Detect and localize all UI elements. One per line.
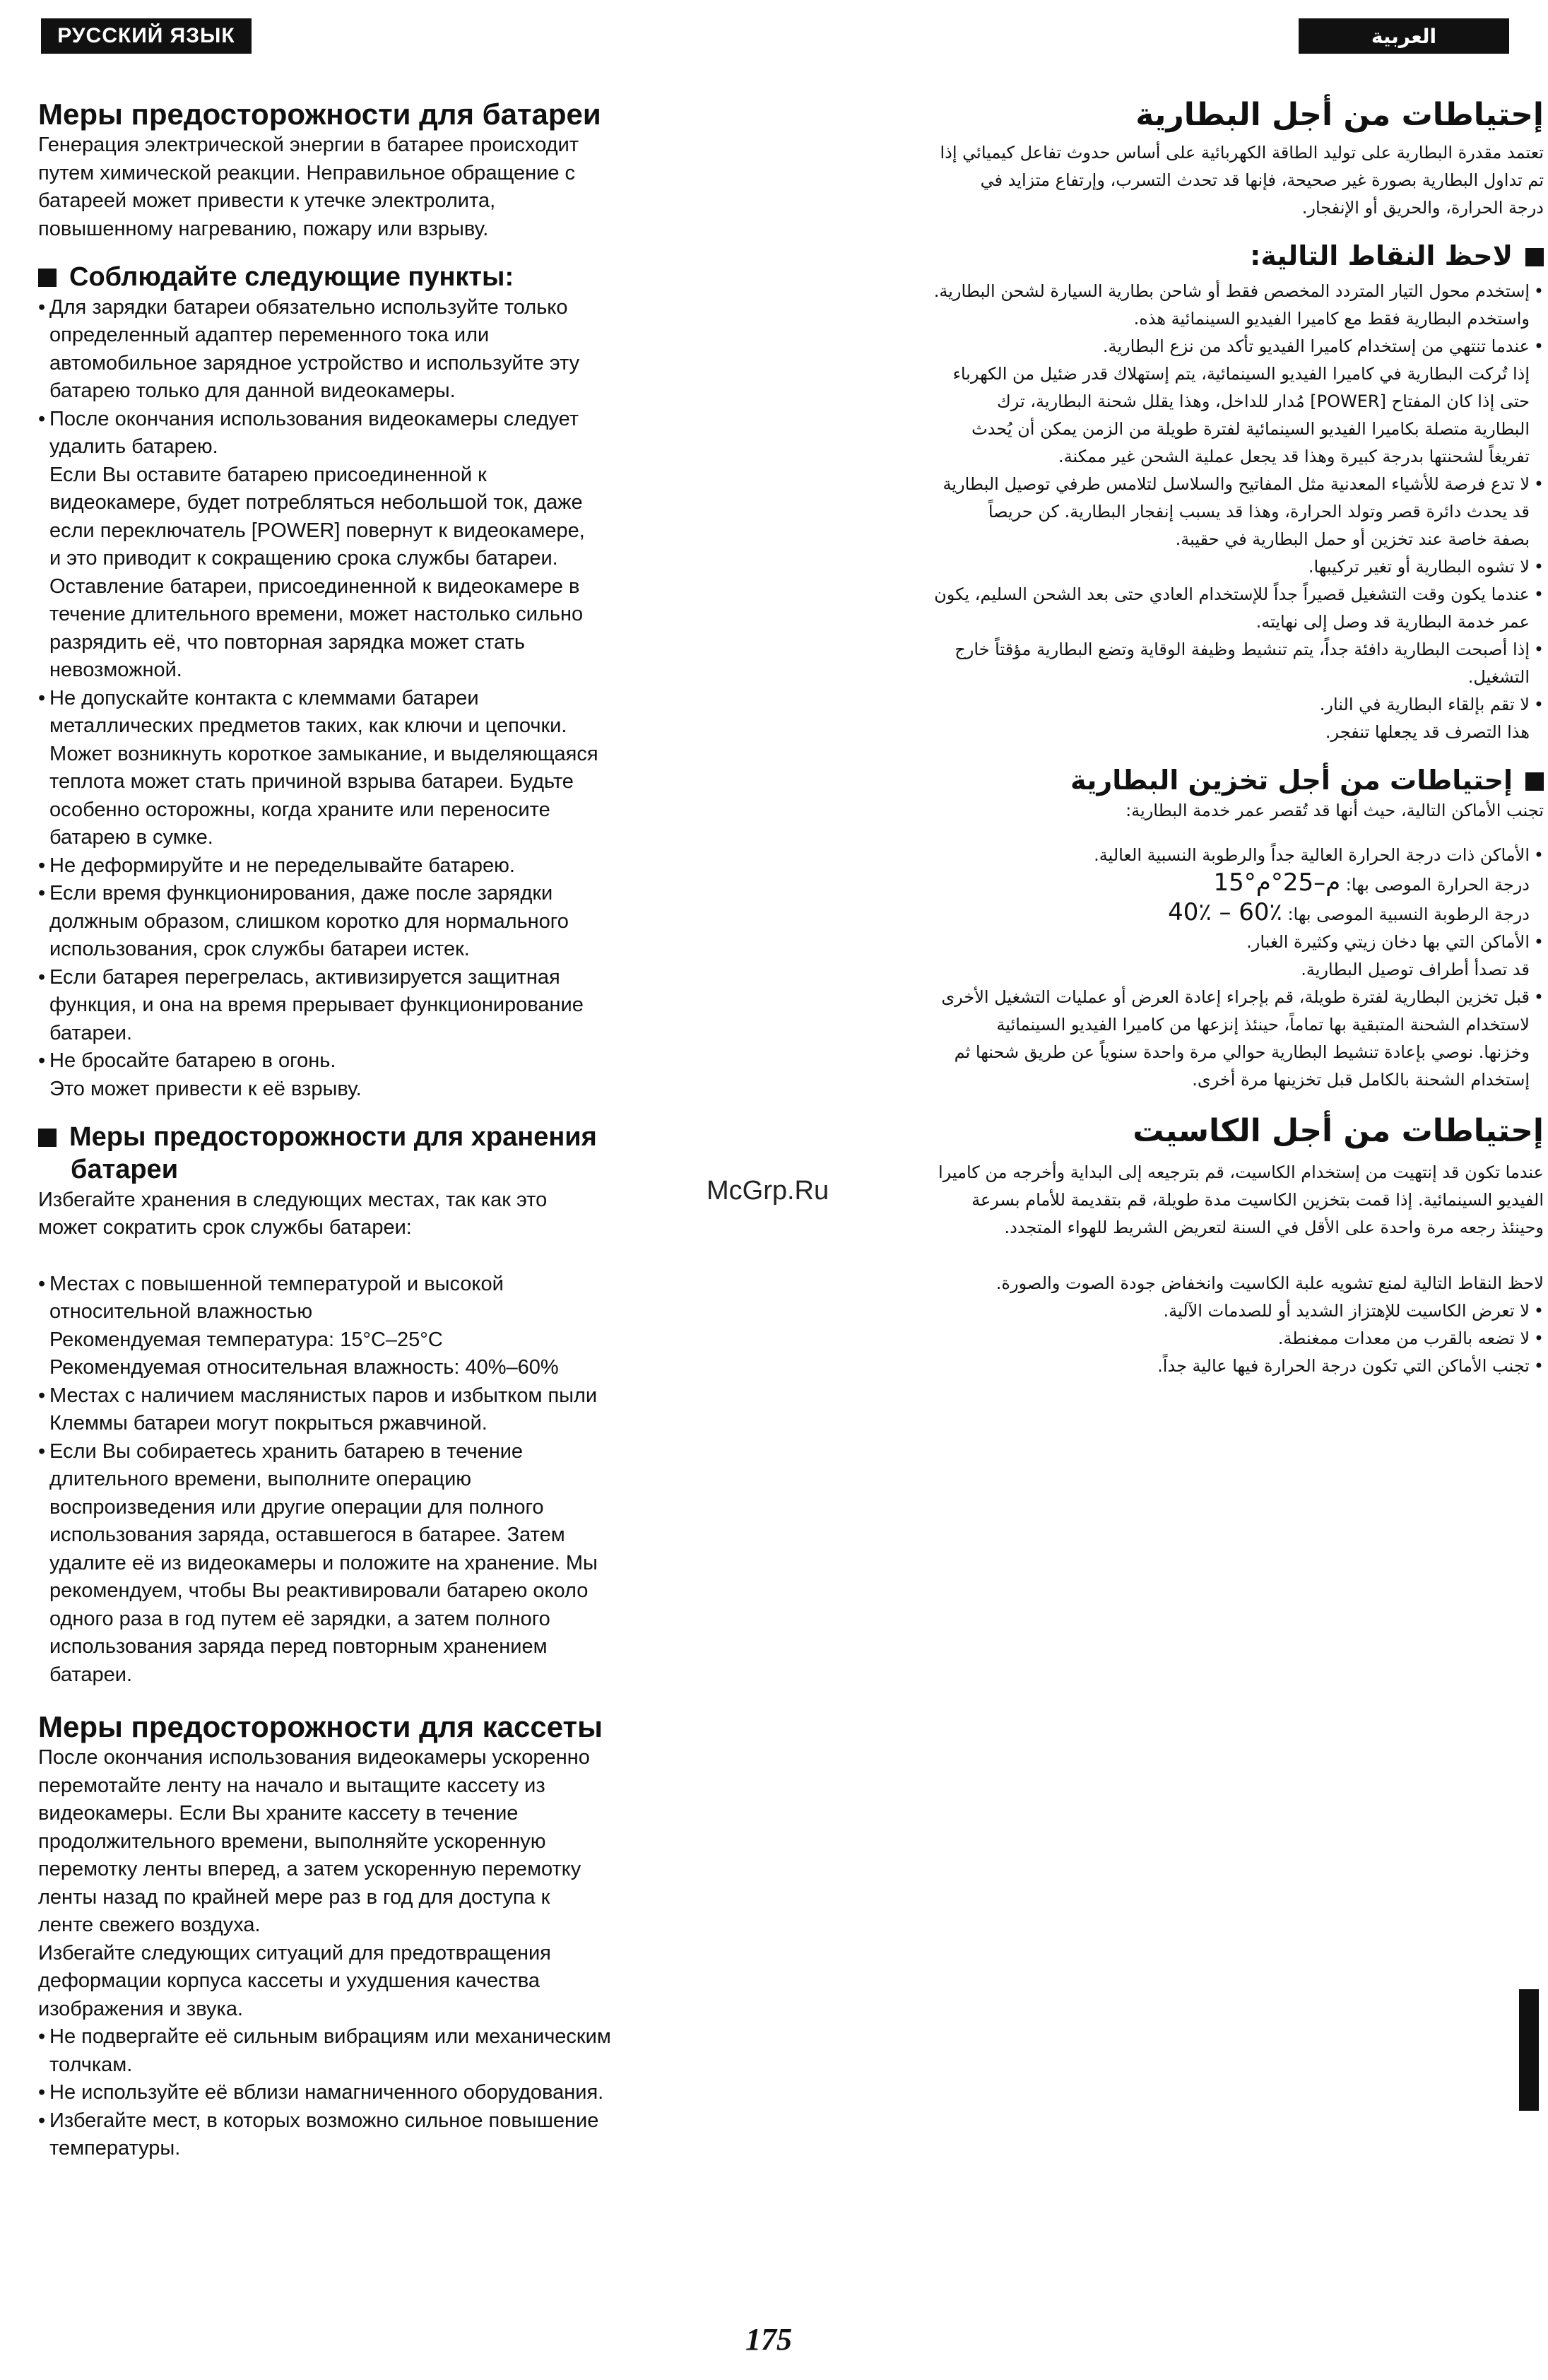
arabic-column [823, 98, 1544, 1380]
storage-list-ar [823, 842, 1544, 1094]
list-item [38, 852, 716, 880]
humidity-label-ar: درجة الرطوبة النسبية الموصى بها: [1287, 904, 1530, 924]
list-item [38, 1438, 716, 1690]
list-item [823, 333, 1544, 471]
storage-heading-line1: Меры предосторожности для хранения [69, 1122, 597, 1153]
square-bullet-icon [1525, 772, 1544, 791]
list-item-line: عندما تنتهي من إستخدام كاميرا الفيديو تأكد من نزع البطارية. [1102, 336, 1530, 357]
list-item-line: Рекомендуемая температура: 15°C–25°C [49, 1328, 443, 1351]
battery-intro-ar [823, 139, 1544, 222]
list-item-line: لا تشوه البطارية أو تغير تركيبها. [1308, 557, 1530, 577]
battery-list-ar [823, 278, 1544, 746]
list-item-line: батареи. [49, 1663, 133, 1686]
list-item-line: удалите её из видеокамеры и положите на хранение. Мы [49, 1551, 598, 1574]
text-line: درجة الحرارة، والحريق أو الإنفجار. [1301, 197, 1544, 218]
text-line: وحينئذ رجعه مرة واحدة على الأقل في السنة لتعريض الشريط للهواء المتجدد. [1004, 1218, 1544, 1238]
battery-title-ru: Меры предосторожности для батареи [38, 98, 601, 131]
list-item-line: واستخدم البطارية فقط مع كاميرا الفيديو السينمائية هذه. [1133, 309, 1530, 329]
list-item-line: Для зарядки батареи обязательно используйте только [49, 295, 568, 319]
list-item-line: Рекомендуемая относительная влажность: 40%–60% [49, 1356, 559, 1379]
cassette-note-ar: لاحظ النقاط التالية لمنع تشويه علبة الكاسيت وانخفاض جودة الصوت والصورة. [995, 1273, 1544, 1294]
language-tab-arabic: العربية [1299, 18, 1509, 54]
list-item [823, 471, 1544, 553]
list-item-line: автомобильное зарядное устройство и используйте эту [49, 351, 580, 375]
text-line: إستخدام الشحنة بالكامل قبل تخزينها مرة أخرى. [1192, 1069, 1530, 1090]
storage-intro-ar: تجنب الأماكن التالية، حيث أنها قد تُقصر عمر خدمة البطارية: [1125, 800, 1544, 820]
list-item-line: لا تقم بإلقاء البطارية في النار. [1319, 695, 1530, 715]
storage-heading-line2: батареи [71, 1154, 179, 1184]
observe-heading-text: Соблюдайте следующие пункты: [69, 262, 514, 293]
page-number: 175 [745, 2322, 792, 2357]
storage-item-text [1246, 932, 1530, 979]
list-item-line: البطارية متصلة بكاميرا الفيديو السينمائية لفترة طويلة من الزمن يمكن أن يُحدث [971, 419, 1530, 440]
list-item-line: батарею только для данной видеокамеры. [49, 379, 456, 403]
text-line: Избегайте следующих ситуаций для предотвращения [38, 1941, 551, 1964]
list-item-line: видеокамере, будет потребляться небольшой ток, даже [49, 491, 583, 514]
battery-title-ar: إحتياطات من أجل البطارية [1135, 97, 1544, 133]
list-item [823, 1353, 1544, 1380]
list-item-line: использования заряда перед повторным хранением [49, 1635, 548, 1659]
list-item-line: إذا أصبحت البطارية دافئة جداً، يتم تنشيط وظيفة الوقاية وتضع البطارية مؤقتاً خارج [955, 640, 1530, 660]
list-item-line: определенный адаптер переменного тока или [49, 324, 490, 347]
list-item [38, 2107, 716, 2163]
list-item-line: батарею в сумке. [49, 826, 213, 849]
list-item-line: температуры. [49, 2137, 181, 2160]
cassette-intro-ar [823, 1159, 1544, 1242]
list-item-line: относительной влажностью [49, 1300, 313, 1324]
list-item [38, 880, 716, 964]
list-item [38, 685, 716, 852]
list-item [823, 278, 1544, 333]
cassette-list-ru [38, 2023, 716, 2163]
square-bullet-icon [38, 269, 57, 287]
list-item [38, 1271, 716, 1382]
list-item-line: لا تضعه بالقرب من معدات ممغنطة. [1277, 1329, 1530, 1349]
list-item [823, 1297, 1544, 1325]
list-item-line: особенно осторожны, когда храните или переносите [49, 798, 550, 821]
list-item-line: لا تدع فرصة للأشياء المعدنية مثل المفاتيح والسلاسل لتلامس طرفي توصيل البطارية [943, 474, 1530, 495]
text-line: После окончания использования видеокамеры ускоренно [38, 1746, 590, 1769]
list-item [38, 964, 716, 1048]
text-line: изображения и звука. [38, 1997, 243, 2020]
russian-column [38, 98, 716, 2163]
list-item-line: воспроизведения или другие операции для полного [49, 1495, 544, 1519]
text-line: ленты назад по крайней мере раз в год для доступа к [38, 1885, 550, 1909]
list-item [38, 2079, 716, 2107]
list-item-line: عندما يكون وقت التشغيل قصيراً جداً للإستخدام العادي حتى بعد الشحن السليم، يكون [934, 584, 1530, 605]
list-item-line: рекомендуем, чтобы Вы реактивировали батарею около [49, 1579, 589, 1603]
text-line: عندما تكون قد إنتهيت من إستخدام الكاسيت، قم بترجيعه إلى البداية وأخرجه من كاميرا [938, 1162, 1544, 1183]
list-item-line: Не деформируйте и не переделывайте батарею. [49, 854, 515, 877]
list-item-line: использования заряда, оставшегося в батарее. Затем [49, 1524, 565, 1547]
list-item-line: تجنب الأماكن التي تكون درجة الحرارة فيها عالية جداً. [1157, 1356, 1530, 1377]
storage-heading-ru [38, 1121, 716, 1186]
list-item [823, 636, 1544, 691]
text-line: قبل تخزين البطارية لفترة طويلة، قم بإجراء إعادة العرض أو عمليات التشغيل الأخرى [941, 986, 1530, 1007]
list-item-line: батареи. [49, 1021, 133, 1044]
storage-intro-ru [38, 1186, 716, 1242]
text-line: Генерация электрической энергии в батарее происходит [38, 134, 579, 157]
cassette-title-ru: Меры предосторожности для кассеты [38, 1710, 603, 1744]
list-item-line: теплота может стать причиной взрыва батареи. Будьте [49, 770, 574, 794]
list-item-line: إذا تُركت البطارية في كاميرا الفيديو السينمائية، يتم إستهلاك قدر ضئيل من الكهرباء [952, 364, 1530, 384]
storage-item-text: الأماكن ذات درجة الحرارة العالية جداً والرطوبة النسبية العالية. [1094, 844, 1530, 865]
list-item-line: невозможной. [49, 659, 182, 682]
list-item-line: قد يحدث دائرة قصر وتولد الحرارة، وهذا قد يسبب إنفجار البطارية. كن حريصاً [988, 502, 1530, 522]
observe-heading-text-ar: لاحظ النقاط التالية: [1250, 240, 1513, 271]
list-item [823, 691, 1544, 746]
list-item-line: и это приводит к сокращению срока службы батареи. [49, 547, 558, 570]
list-item-line: Оставление батареи, присоединенной к видеокамере в [49, 575, 580, 598]
list-item [38, 406, 716, 685]
list-item-line: функция, и она на время прерывает функционирование [49, 994, 584, 1017]
text-line: продолжительного времени, выполняйте ускоренную [38, 1830, 546, 1853]
text-line: видеокамеры. Если Вы храните кассету в течение [38, 1802, 519, 1825]
list-item [823, 553, 1544, 581]
cassette-intro-ru [38, 1744, 716, 2023]
text-line: ленте свежего воздуха. [38, 1914, 261, 1937]
battery-intro-ru [38, 131, 716, 243]
storage-list-ru [38, 1271, 716, 1690]
square-bullet-icon [1525, 248, 1544, 266]
observe-heading-ru [38, 261, 716, 294]
cassette-title-ar: إحتياطات من أجل الكاسيت [1133, 1112, 1544, 1149]
humidity-value-ar: 40٪ – 60٪ [1168, 897, 1282, 926]
list-item [38, 1047, 716, 1103]
text-line: الفيديو السينمائية. إذا قمت بتخزين الكاسيت مدة طويلة، قم بتقديمة للأمام بسرعة [971, 1190, 1544, 1210]
text-line: повышенному нагреванию, пожару или взрыву. [38, 217, 489, 240]
list-item-line: длительного времени, выполните операцию [49, 1468, 472, 1491]
list-item-line: Если время функционирования, даже после зарядки [49, 882, 553, 905]
list-item [823, 984, 1544, 1094]
cassette-list-ar [823, 1297, 1544, 1380]
list-item-line: одного раза в год путем её зарядки, а затем полного [49, 1607, 550, 1630]
storage-heading-ar [823, 765, 1544, 797]
list-item-line: разрядить её, что повторная зарядка может стать [49, 630, 525, 654]
list-item-line: حتى إذا كان المفتاح [POWER] مُدار للداخل، وهذا يقلل شحنة البطارية، ترك [996, 391, 1530, 412]
storage-item-text [941, 987, 1530, 1090]
text-line: تعتمد مقدرة البطارية على توليد الطاقة الكهربائية على أساس حدوث تفاعل كيميائي إذا [940, 142, 1544, 163]
text-line: может сократить срок службы батареи: [38, 1216, 412, 1239]
battery-list-ru [38, 294, 716, 1104]
list-item-line: Не бросайте батарею в огонь. [49, 1049, 336, 1073]
text-line: Избегайте хранения в следующих местах, так как это [38, 1188, 548, 1211]
watermark: McGrp.Ru [707, 1176, 829, 1206]
list-item-line: لا تعرض الكاسيت للإهتزاز الشديد أو للصدمات الآلية. [1163, 1301, 1530, 1321]
text-line: تم تداول البطارية بصورة غير صحيحة، فإنها قد تحدث التسرب، وإرتفاع متزايد في [980, 170, 1544, 190]
edge-tab-marker [1519, 1989, 1539, 2111]
list-item-line: تفريغاً لشحنتها بدرجة كبيرة وهذا قد يجعل عملية الشحن غير ممكنة. [1058, 447, 1530, 467]
list-item-line: Может возникнуть короткое замыкание, и выделяющаяся [49, 742, 598, 765]
list-item-line: толчкам. [49, 2053, 133, 2076]
list-item-line: بصفة خاصة عند تخزين أو حمل البطارية في حقيبة. [1175, 529, 1530, 550]
list-item-line: удалить батарею. [49, 435, 218, 459]
text-line: قد تصدأ أطراف توصيل البطارية. [1301, 959, 1530, 979]
language-tab-russian: РУССКИЙ ЯЗЫК [41, 18, 252, 54]
list-item-line: Клеммы батареи могут покрыться ржавчиной. [49, 1412, 488, 1435]
text-line: перемотку ленты вперед, а затем ускоренную перемотку [38, 1858, 581, 1881]
list-item-line: عمر خدمة البطارية قد وصل إلى نهايته. [1255, 612, 1530, 632]
list-item [823, 929, 1544, 984]
list-item-line: Не используйте её вблизи намагниченного оборудования. [49, 2081, 604, 2104]
list-item-line: Это может привести к её взрыву. [49, 1077, 362, 1100]
text-line: деформации корпуса кассеты и ухудшения качества [38, 1969, 540, 1993]
list-item [823, 842, 1544, 929]
list-item-line: После окончания использования видеокамеры следует [49, 407, 579, 430]
text-line: لاستخدام الشحنة المتبقية بها تماماً، حينئذ إنزعها من كاميرا الفيديو السينمائية [996, 1014, 1530, 1035]
storage-heading-text-ar: إحتياطات من أجل تخزين البطارية [1070, 765, 1513, 796]
list-item-line: если переключатель [POWER] повернут к видеокамере, [49, 519, 585, 542]
list-item-line: إستخدم محول التيار المتردد المخصص فقط أو شاحن بطارية السيارة لشحن البطارية. [933, 281, 1530, 302]
list-item-line: использования, срок службы батареи истек. [49, 938, 470, 961]
list-item [823, 581, 1544, 636]
list-item-line: هذا التصرف قد يجعلها تنفجر. [1325, 722, 1530, 743]
list-item-line: Если батарея перегрелась, активизируется защитная [49, 965, 560, 989]
list-item-line: Если Вы оставите батарею присоединенной к [49, 463, 487, 486]
text-line: батареей может привести к утечке электролита, [38, 189, 496, 213]
observe-heading-ar [823, 240, 1544, 273]
text-line: перемотайте ленту на начало и вытащите кассету из [38, 1774, 545, 1797]
list-item [823, 1325, 1544, 1353]
list-item [38, 294, 716, 406]
list-item-line: Не допускайте контакта с клеммами батареи [49, 686, 479, 709]
square-bullet-icon [38, 1129, 57, 1147]
list-item-line: Не подвергайте её сильным вибрациям или механическим [49, 2025, 611, 2049]
text-line: وخزنها. نوصي بإعادة تنشيط البطارية حوالي مرة واحدة سنوياً عن طريق شحنها ثم [954, 1042, 1530, 1062]
list-item-line: التشغيل. [1467, 667, 1530, 688]
list-item [38, 2023, 716, 2079]
list-item [38, 1382, 716, 1438]
list-item-line: Если Вы собираетесь хранить батарею в течение [49, 1439, 524, 1463]
text-line: путем химической реакции. Неправильное обращение с [38, 161, 576, 184]
list-item-line: Местах с повышенной температурой и высокой [49, 1272, 504, 1295]
text-line: الأماكن التي بها دخان زيتي وكثيرة الغبار. [1246, 931, 1530, 952]
temp-label-ar: درجة الحرارة الموصى بها: [1345, 874, 1530, 895]
list-item-line: Избегайте мест, в которых возможно сильное повышение [49, 2109, 599, 2132]
temp-value-ar: 15°م–25°م [1213, 868, 1341, 897]
list-item-line: металлических предметов таких, как ключи и цепочки. [49, 714, 567, 738]
list-item-line: Местах с наличием маслянистых паров и избытком пыли [49, 1384, 598, 1407]
list-item-line: должным образом, слишком коротко для нормального [49, 909, 569, 933]
list-item-line: течение длительного времени, может настолько сильно [49, 603, 584, 626]
